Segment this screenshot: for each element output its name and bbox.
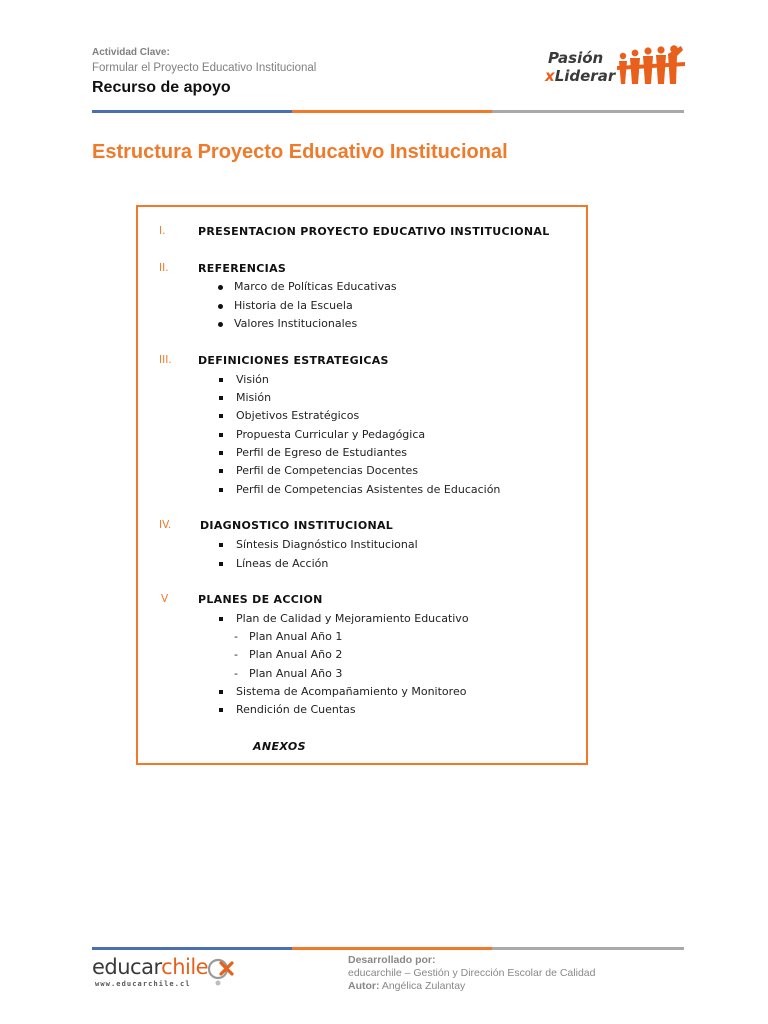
bullet-icon (219, 562, 223, 566)
pasion-liderar-logo (545, 42, 690, 92)
logo-line2 (545, 68, 615, 84)
section-title: DIAGNOSTICO INSTITUCIONAL (200, 519, 394, 532)
list-item: Historia de la Escuela (234, 299, 353, 312)
list-item: Rendición de Cuentas (236, 703, 356, 716)
dash-marker: - (234, 667, 238, 680)
footer-credits (348, 954, 595, 993)
bullet-icon (219, 396, 223, 400)
bullet-icon (219, 617, 223, 621)
list-item: Objetivos Estratégicos (236, 409, 360, 422)
list-item: Plan de Calidad y Mejoramiento Educativo (236, 612, 469, 625)
list-item: Plan Anual Año 2 (249, 648, 343, 661)
bullet-icon (219, 488, 223, 492)
resource-title: Recurso de apoyo (92, 79, 231, 96)
brand-text (92, 955, 208, 979)
list-item: Síntesis Diagnóstico Institucional (236, 538, 418, 551)
dash-marker: - (234, 648, 238, 661)
bullet-icon (219, 451, 223, 455)
people-group-icon (615, 44, 687, 88)
section-number: I. (159, 225, 166, 237)
section-title: REFERENCIAS (198, 262, 287, 275)
list-item: Perfil de Competencias Asistentes de Educación (236, 483, 501, 496)
educarchile-mark-icon (208, 957, 234, 987)
bullet-icon (219, 690, 223, 694)
list-item: Plan Anual Año 3 (249, 667, 343, 680)
footer-rule (92, 947, 684, 950)
dash-marker: - (234, 630, 238, 643)
logo-line2-text: Liderar (554, 67, 616, 85)
list-item: Líneas de Acción (236, 557, 329, 570)
section-number: II. (159, 262, 169, 274)
section-title: DEFINICIONES ESTRATEGICAS (198, 354, 389, 367)
bullet-icon (218, 322, 223, 327)
brand-url: www.educarchile.cl (95, 980, 191, 988)
activity-label: Actividad Clave: (92, 47, 170, 58)
section-number: IV. (159, 519, 172, 531)
bullet-icon (218, 285, 223, 290)
logo-x: x (545, 67, 555, 85)
section-number: V (161, 593, 169, 605)
educarchile-logo (92, 953, 242, 993)
section-title: PLANES DE ACCION (198, 593, 323, 606)
list-item: Propuesta Curricular y Pedagógica (236, 428, 426, 441)
header-info (92, 46, 316, 99)
author-label: Autor: (348, 980, 380, 992)
bullet-icon (219, 708, 223, 712)
list-item: Perfil de Competencias Docentes (236, 464, 419, 477)
section-number: III. (159, 354, 172, 366)
list-item: Visión (236, 373, 269, 386)
developer-name: educarchile – Gestión y Dirección Escolar de Calidad (348, 967, 596, 979)
brand-suffix: chile (161, 955, 209, 979)
annex-heading: ANEXOS (253, 740, 306, 753)
header-rule (92, 110, 684, 113)
page-title: Estructura Proyecto Educativo Institucional (92, 141, 508, 163)
list-item: Misión (236, 391, 272, 404)
logo-line1: Pasión (548, 49, 604, 67)
bullet-icon (219, 433, 223, 437)
activity-text: Formular el Proyecto Educativo Institucional (92, 62, 317, 74)
list-item: Valores Institucionales (234, 317, 358, 330)
bullet-icon (219, 543, 223, 547)
author-name: Angélica Zulantay (381, 980, 466, 992)
list-item: Plan Anual Año 1 (249, 630, 343, 643)
list-item: Sistema de Acompañamiento y Monitoreo (236, 685, 467, 698)
bullet-icon (219, 378, 223, 382)
structure-box (136, 205, 588, 765)
bullet-icon (218, 304, 223, 309)
bullet-icon (219, 469, 223, 473)
section-title: PRESENTACION PROYECTO EDUCATIVO INSTITUCIONAL (198, 225, 550, 238)
list-item: Marco de Políticas Educativas (234, 280, 397, 293)
brand-prefix: educar (92, 955, 162, 979)
author-line (348, 980, 595, 993)
developed-label: Desarrollado por: (348, 954, 436, 966)
list-item: Perfil de Egreso de Estudiantes (236, 446, 407, 459)
bullet-icon (219, 414, 223, 418)
